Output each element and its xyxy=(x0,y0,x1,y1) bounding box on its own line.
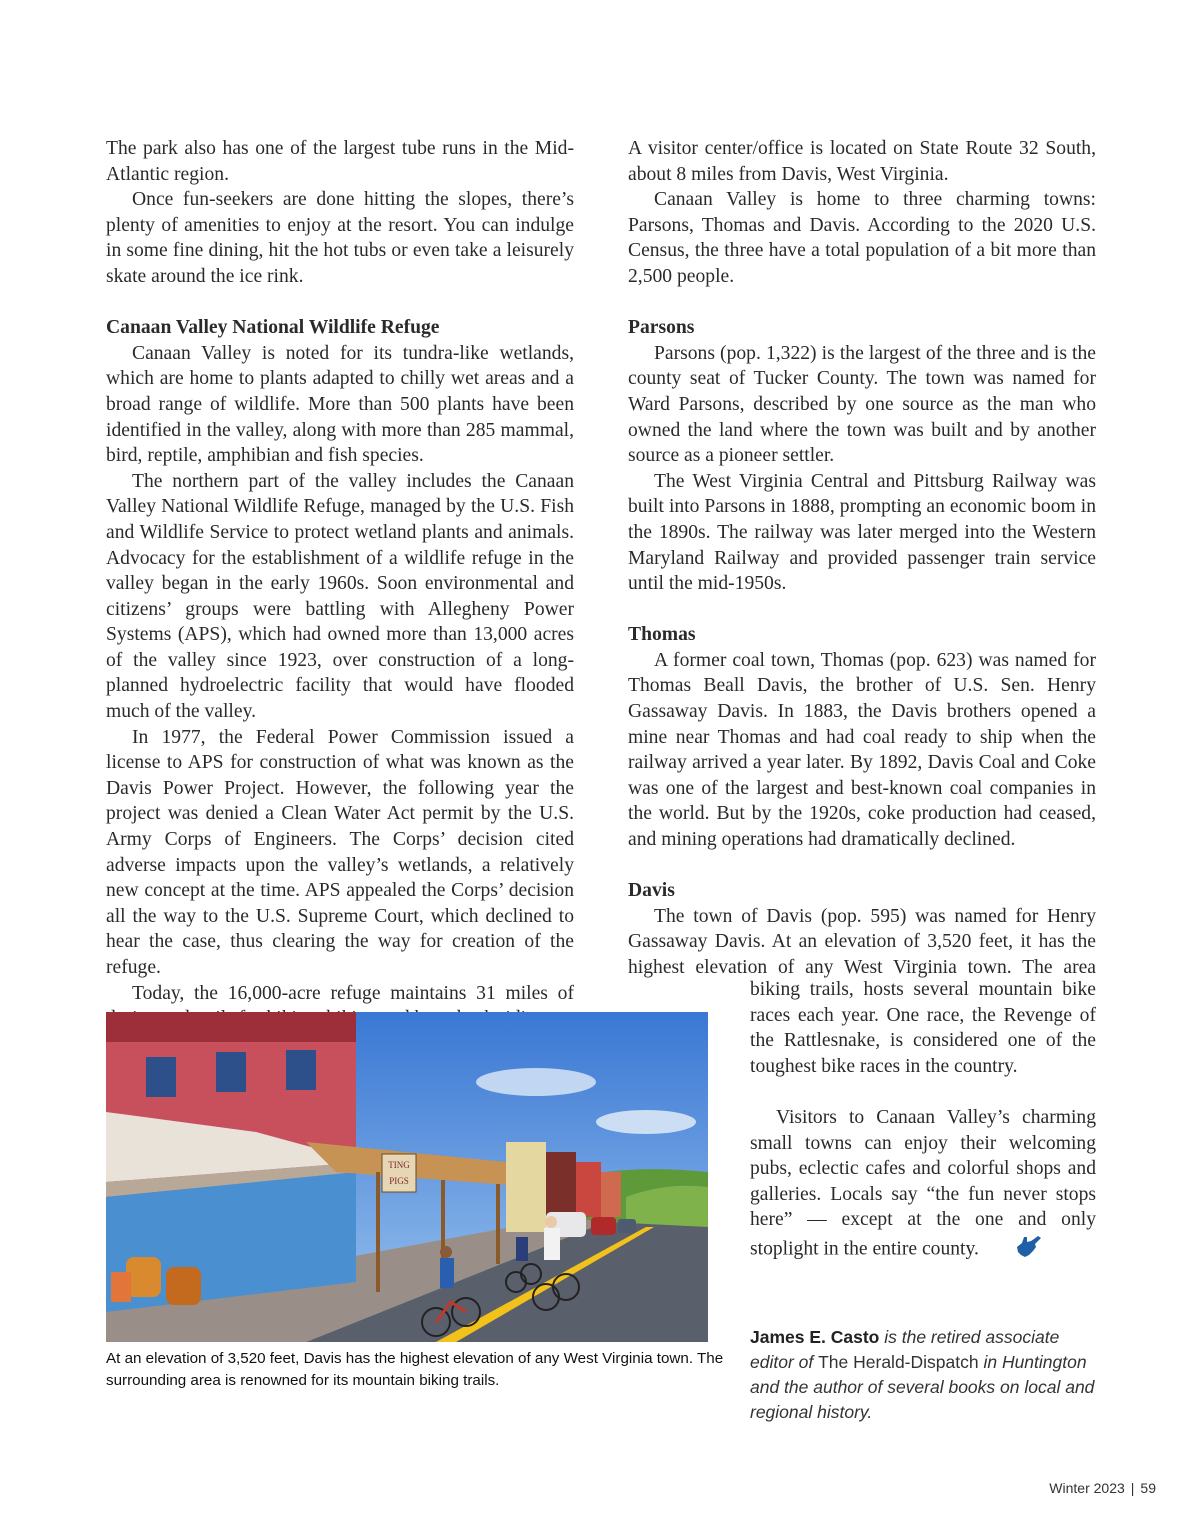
paragraph: Parsons (pop. 1,322) is the largest of the three and is the county seat of Tucker County. The town was named for Ward Parsons, described by one source as the man who owned the land where the town was built and by another source as a pioneer settler. xyxy=(628,342,1096,467)
paragraph: The northern part of the valley includes the Canaan Valley National Wildlife Refuge, managed by the U.S. Fish and Wildlife Service to protect wetland plants and animals. Advocacy for the establishment of a wildlife refuge in the valley began in the early 1960s. Soon environmental and citizens’ groups were battling with Allegheny Power Systems (APS), which had owned more than 13,000 acres of the valley since 1923, over construction of a long-planned hydroelectric facility that would have flooded much of the valley. xyxy=(106,470,574,723)
section-heading-davis: Davis xyxy=(628,880,675,902)
paragraph: Canaan Valley is noted for its tundra-like wetlands, which are home to plants adapted to chilly wet areas and a broad range of wildlife. More than 500 plants have been identified in the valley, along with more than 285 mammal, bird, reptile, amphibian and fish species. xyxy=(106,342,574,467)
author-name: James E. Casto xyxy=(750,1327,880,1347)
west-virginia-state-icon xyxy=(988,1233,1044,1267)
section-heading-thomas: Thomas xyxy=(628,624,696,646)
page-folio: Winter 2023 | 59 xyxy=(1049,1480,1156,1496)
paragraph: The West Virginia Central and Pittsburg Railway was built into Parsons in 1888, prompting an economic boom in the 1890s. The railway was later merged into the Western Maryland Railway and provided passenger train service until the mid-1950s. xyxy=(628,470,1096,595)
author-bio xyxy=(750,1325,1100,1425)
bio-text: in Huntington and the author of several books on local and regional history. xyxy=(750,1352,1095,1422)
paragraph: A former coal town, Thomas (pop. 623) was named for Thomas Beall Davis, the brother of U.S. Sen. Henry Gassaway Davis. In 1883, the Davis brothers opened a mine near Thomas and had coal ready to ship when the railway arrived a year later. By 1892, Davis Coal and Coke was one of the largest and best-known coal companies in the world. But by the 1920s, coke production had ceased, and mining operations had dramatically declined. xyxy=(628,649,1096,851)
section-heading-refuge: Canaan Valley National Wildlife Refuge xyxy=(106,317,440,339)
paragraph: In 1977, the Federal Power Commission issued a license to APS for construction of what was known as the Davis Power Project. However, the following year the project was denied a Clean Water Act permit by the U.S. Army Corps of Engineers. The Corps’ decision cited adverse impacts upon the valley’s wetlands, a relatively new concept at the time. APS appealed the Corps’ decision all the way to the U.S. Supreme Court, which declined to hear the case, thus clearing the way for creation of the refuge. xyxy=(106,726,574,978)
right-column-narrow xyxy=(750,977,1096,1267)
paragraph: Today, the 16,000-acre refuge maintains 31 miles of xyxy=(132,982,574,1004)
paragraph: The park also has one of the largest tube runs in the Mid-Atlantic region. xyxy=(106,138,574,185)
sign-text-line1: TING xyxy=(388,1160,410,1170)
photo-caption: At an elevation of 3,520 feet, Davis has the highest elevation of any West Virginia town. The surrounding area is renowned for its mountain biking trails. xyxy=(106,1350,724,1389)
paragraph: The town of Davis (pop. 595) was named for Henry Gassaway Davis. At an elevation of 3,520 feet, it has the highest elevation of any West Virginia town. The area xyxy=(628,905,1096,978)
page-number: 59 xyxy=(1140,1480,1156,1496)
bio-text: is the retired associate editor of xyxy=(750,1327,1060,1372)
paragraph: Canaan Valley is home to three charming towns: Parsons, Thomas and Davis. According to the 2020 U.S. Census, the three have a total population of a bit more than 2,500 people. xyxy=(628,189,1096,287)
paragraph: Once fun-seekers are done hitting the slopes, there’s plenty of amenities to enjoy at the resort. You can indulge in some fine dining, hit the hot tubs or even take a leisurely skate around the ice rink. xyxy=(106,189,574,287)
paragraph xyxy=(750,1105,1096,1267)
right-column xyxy=(628,136,1096,981)
street-photo xyxy=(106,1012,708,1342)
section-heading-parsons: Parsons xyxy=(628,317,695,339)
paragraph-continuation: biking trails, hosts several mountain bike races each year. One race, the Revenge of the Rattlesnake, is considered one of the toughest bike races in the country. xyxy=(750,979,1096,1077)
sign-text-line2: PIGS xyxy=(389,1176,409,1186)
left-column xyxy=(106,136,574,1032)
issue-label: Winter 2023 xyxy=(1049,1480,1125,1496)
publication-name: The Herald-Dispatch xyxy=(818,1352,979,1372)
paragraph: A visitor center/office is located on State Route 32 South, about 8 miles from Davis, West Virginia. xyxy=(628,138,1096,185)
paragraph-text: Visitors to Canaan Valley’s charming small towns can enjoy their welcoming pubs, eclectic cafes and colorful shops and galleries. Locals say “the fun never stops here” — except at the one and only stoplight in the entire county. xyxy=(750,1107,1096,1260)
